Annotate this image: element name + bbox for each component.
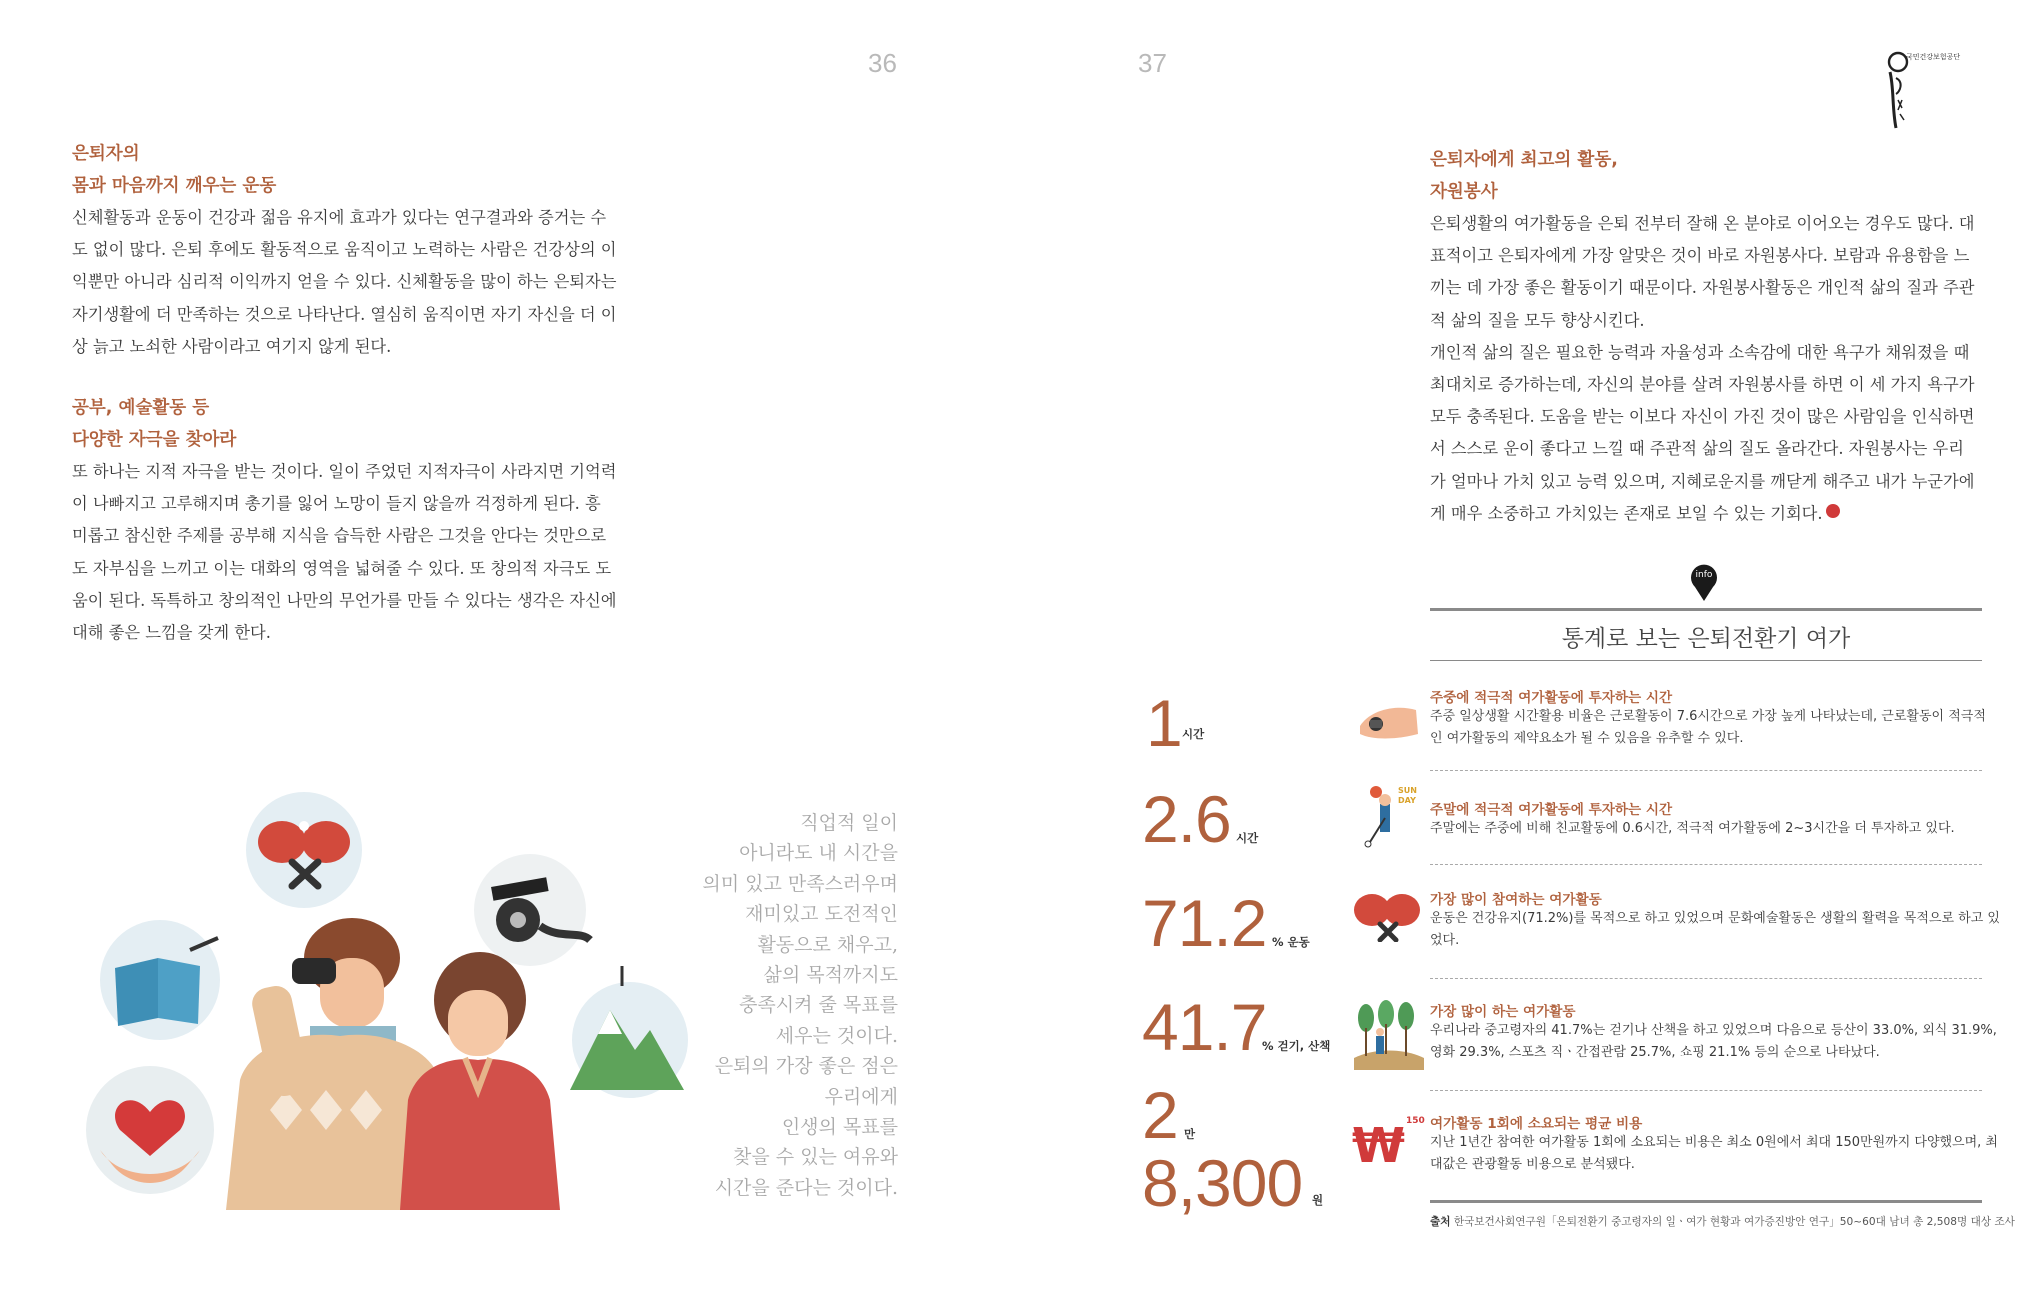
stat-desc: 운동은 건강유지(71.2%)를 목적으로 하고 있었으며 문화예술활동은 생활의 활력을 목적으로 하고 있 었다.: [1430, 911, 2000, 948]
info-title: 통계로 보는 은퇴전환기 여가: [1561, 626, 1851, 652]
watch-icon: [1356, 690, 1424, 750]
left-section-stimulus: [72, 392, 620, 649]
logo-text: 국민건강보험공단: [1906, 53, 1961, 61]
stat-title: 주말에 적극적 여가활동에 투자하는 시간: [1430, 802, 1673, 818]
stat-number: 71.2: [1142, 886, 1267, 960]
right-section-volunteer: [1430, 144, 1982, 530]
left-section-exercise: [72, 138, 620, 363]
won-symbol-icon: ₩: [1352, 1118, 1405, 1174]
stat-divider: [1430, 978, 1982, 979]
page-number-left: 36: [868, 48, 897, 78]
sunday-text: SUN DAY: [1398, 786, 1417, 805]
stat-number-top: 2: [1142, 1078, 1178, 1152]
section-heading: 은퇴자에게 최고의 활동, 자원봉사: [1430, 150, 1618, 202]
stat-unit: 시간: [1236, 831, 1259, 845]
ping-pong-icon: [1352, 890, 1424, 942]
stat-unit-top: 만: [1184, 1127, 1196, 1141]
stat-unit: 시간: [1182, 727, 1205, 741]
stat-desc: 지난 1년간 참여한 여가활동 1회에 소요되는 비용은 최소 0원에서 최대 150만원까지 다양했으며, 최 대값은 관광활동 비용으로 분석됐다.: [1430, 1135, 1998, 1172]
info-top-rule: [1430, 608, 1982, 611]
stat-number: 8,300: [1142, 1146, 1303, 1220]
section-body: 은퇴생활의 여가활동을 은퇴 전부터 잘해 온 분야로 이어오는 경우도 많다. 대 표적이고 은퇴자에게 가장 알맞은 것이 바로 자원봉사다. 보람과 유용함을 느 끼는 데 가장 좋은 활동이기 때문이다. 자원봉사활동은 개인적 삶의 질과 주관 적 삶의 질을 모두 향상시킨다. 개인적 삶의 질은 필요한 능력과 자율성과 소속감에 대한 욕구가 채워졌을 때 최대치로 증가하는데, 자신의 분야를 살려 자원봉사를 하면 이 세 가지 욕구가 모두 충족된다. 도움을 받는 이보다 자신이 가진 것이 많은 사람임을 인식하면 서 스스로 운이 좋다고 느낄 때 주관적 삶의 질도 올라간다. 자원봉사는 우리 가 얼마나 가치 있고 능력 있으며, 지혜로운지를 깨닫게 해주고 내가 누군가에 게 매우 소중하고 가치있는 존재로 보일 수 있는 기회다.: [1430, 214, 1975, 523]
source-note: [1430, 1214, 2015, 1229]
info-pin-icon: [1689, 563, 1719, 601]
walking-trees-icon: [1354, 998, 1424, 1070]
stat-desc: 주중 일상생활 시간활용 비율은 근로활동이 7.6시간으로 가장 높게 나타났는데, 근로활동이 적극적 인 여가활동의 제약요소가 될 수 있음을 유추할 수 있다.: [1430, 709, 1986, 746]
source-label: 출처: [1430, 1216, 1451, 1228]
stat-desc: 우리나라 중고령자의 41.7%는 걷기나 산책을 하고 있었으며 다음으로 등산이 33.0%, 외식 31.9%, 영화 29.3%, 스포츠 직ㆍ간접관람 25.7%, 쇼핑 21.1% 등의 순으로 나타났다.: [1430, 1023, 1997, 1060]
stat-title: 가장 많이 참여하는 여가활동: [1430, 892, 1602, 908]
section-heading: 은퇴자의 몸과 마음까지 깨우는 운동: [72, 144, 277, 196]
stat-divider: [1430, 1090, 1982, 1091]
stat-number: 1: [1146, 686, 1182, 760]
section-body: 신체활동과 운동이 건강과 젊음 유지에 효과가 있다는 연구결과와 증거는 수 도 없이 많다. 은퇴 후에도 활동적으로 움직이고 노력하는 사람은 건강상의 이 익뿐만 아니라 심리적 이익까지 얻을 수 있다. 신체활동을 많이 하는 은퇴자는 자기생활에 더 만족하는 것으로 나타난다. 열심히 움직이면 자기 자신을 더 이 상 늙고 노쇠한 사람이라고 여기지 않게 된다.: [72, 208, 617, 356]
stat-unit: % 운동: [1272, 935, 1310, 949]
info-badge-label: info: [1695, 570, 1713, 580]
stat-unit: 원: [1312, 1193, 1324, 1207]
stat-divider: [1430, 770, 1982, 771]
info-bottom-rule: [1430, 1200, 1982, 1203]
won-icon: [1352, 1116, 1425, 1178]
retiree-illustration: [70, 790, 690, 1210]
section-heading: 공부, 예술활동 등 다양한 자극을 찾아라: [72, 398, 237, 450]
pull-quote: 직업적 일이 아니라도 내 시간을 의미 있고 만족스러우며 재미있고 도전적인 활동으로 채우고, 삶의 목적까지도 충족시켜 줄 목표를 세우는 것이다. 은퇴의 가장 좋은 점은 우리에게 인생의 목표를 찾을 수 있는 여유와 시간을 준다는 것이다.: [702, 812, 898, 1199]
stat-unit: % 걷기, 산책: [1262, 1039, 1331, 1053]
stat-desc: 주말에는 주중에 비해 친교활동에 0.6시간, 적극적 여가활동에 2~3시간을 더 투자하고 있다.: [1430, 821, 1955, 836]
stat-number: 41.7: [1142, 990, 1267, 1064]
page-number-right: 37: [1138, 48, 1167, 78]
stat-number: 2.6: [1142, 782, 1231, 856]
stat-title: 여가활동 1회에 소요되는 평균 비용: [1430, 1116, 1643, 1132]
won-icon-label: 150: [1406, 1116, 1425, 1126]
nhis-logo: [1884, 48, 1974, 132]
stat-title: 주중에 적극적 여가활동에 투자하는 시간: [1430, 690, 1673, 706]
info-title-rule: [1430, 660, 1982, 661]
stat-divider: [1430, 864, 1982, 865]
section-body: 또 하나는 지적 자극을 받는 것이다. 일이 주었던 지적자극이 사라지면 기억력 이 나빠지고 고루해지며 총기를 잃어 노망이 들지 않을까 걱정하게 된다. 흥 미롭고 참신한 주제를 공부해 지식을 습득한 사람은 그것을 안다는 것만으로 도 자부심을 느끼고 이는 대화의 영역을 넓혀줄 수 있다. 또 창의적 자극도 도 움이 된다. 독특하고 창의적인 나만의 무언가를 만들 수 있다는 생각은 자신에 대해 좋은 느낌을 갖게 한다.: [72, 462, 617, 643]
end-mark-icon: [1826, 504, 1840, 518]
golfer-icon: [1356, 782, 1424, 848]
stat-title: 가장 많이 하는 여가활동: [1430, 1004, 1576, 1020]
source-text: 한국보건사회연구원「은퇴전환기 중고령자의 일ㆍ여가 현황과 여가증진방안 연구」50~60대 남녀 총 2,508명 대상 조사: [1453, 1216, 2015, 1228]
